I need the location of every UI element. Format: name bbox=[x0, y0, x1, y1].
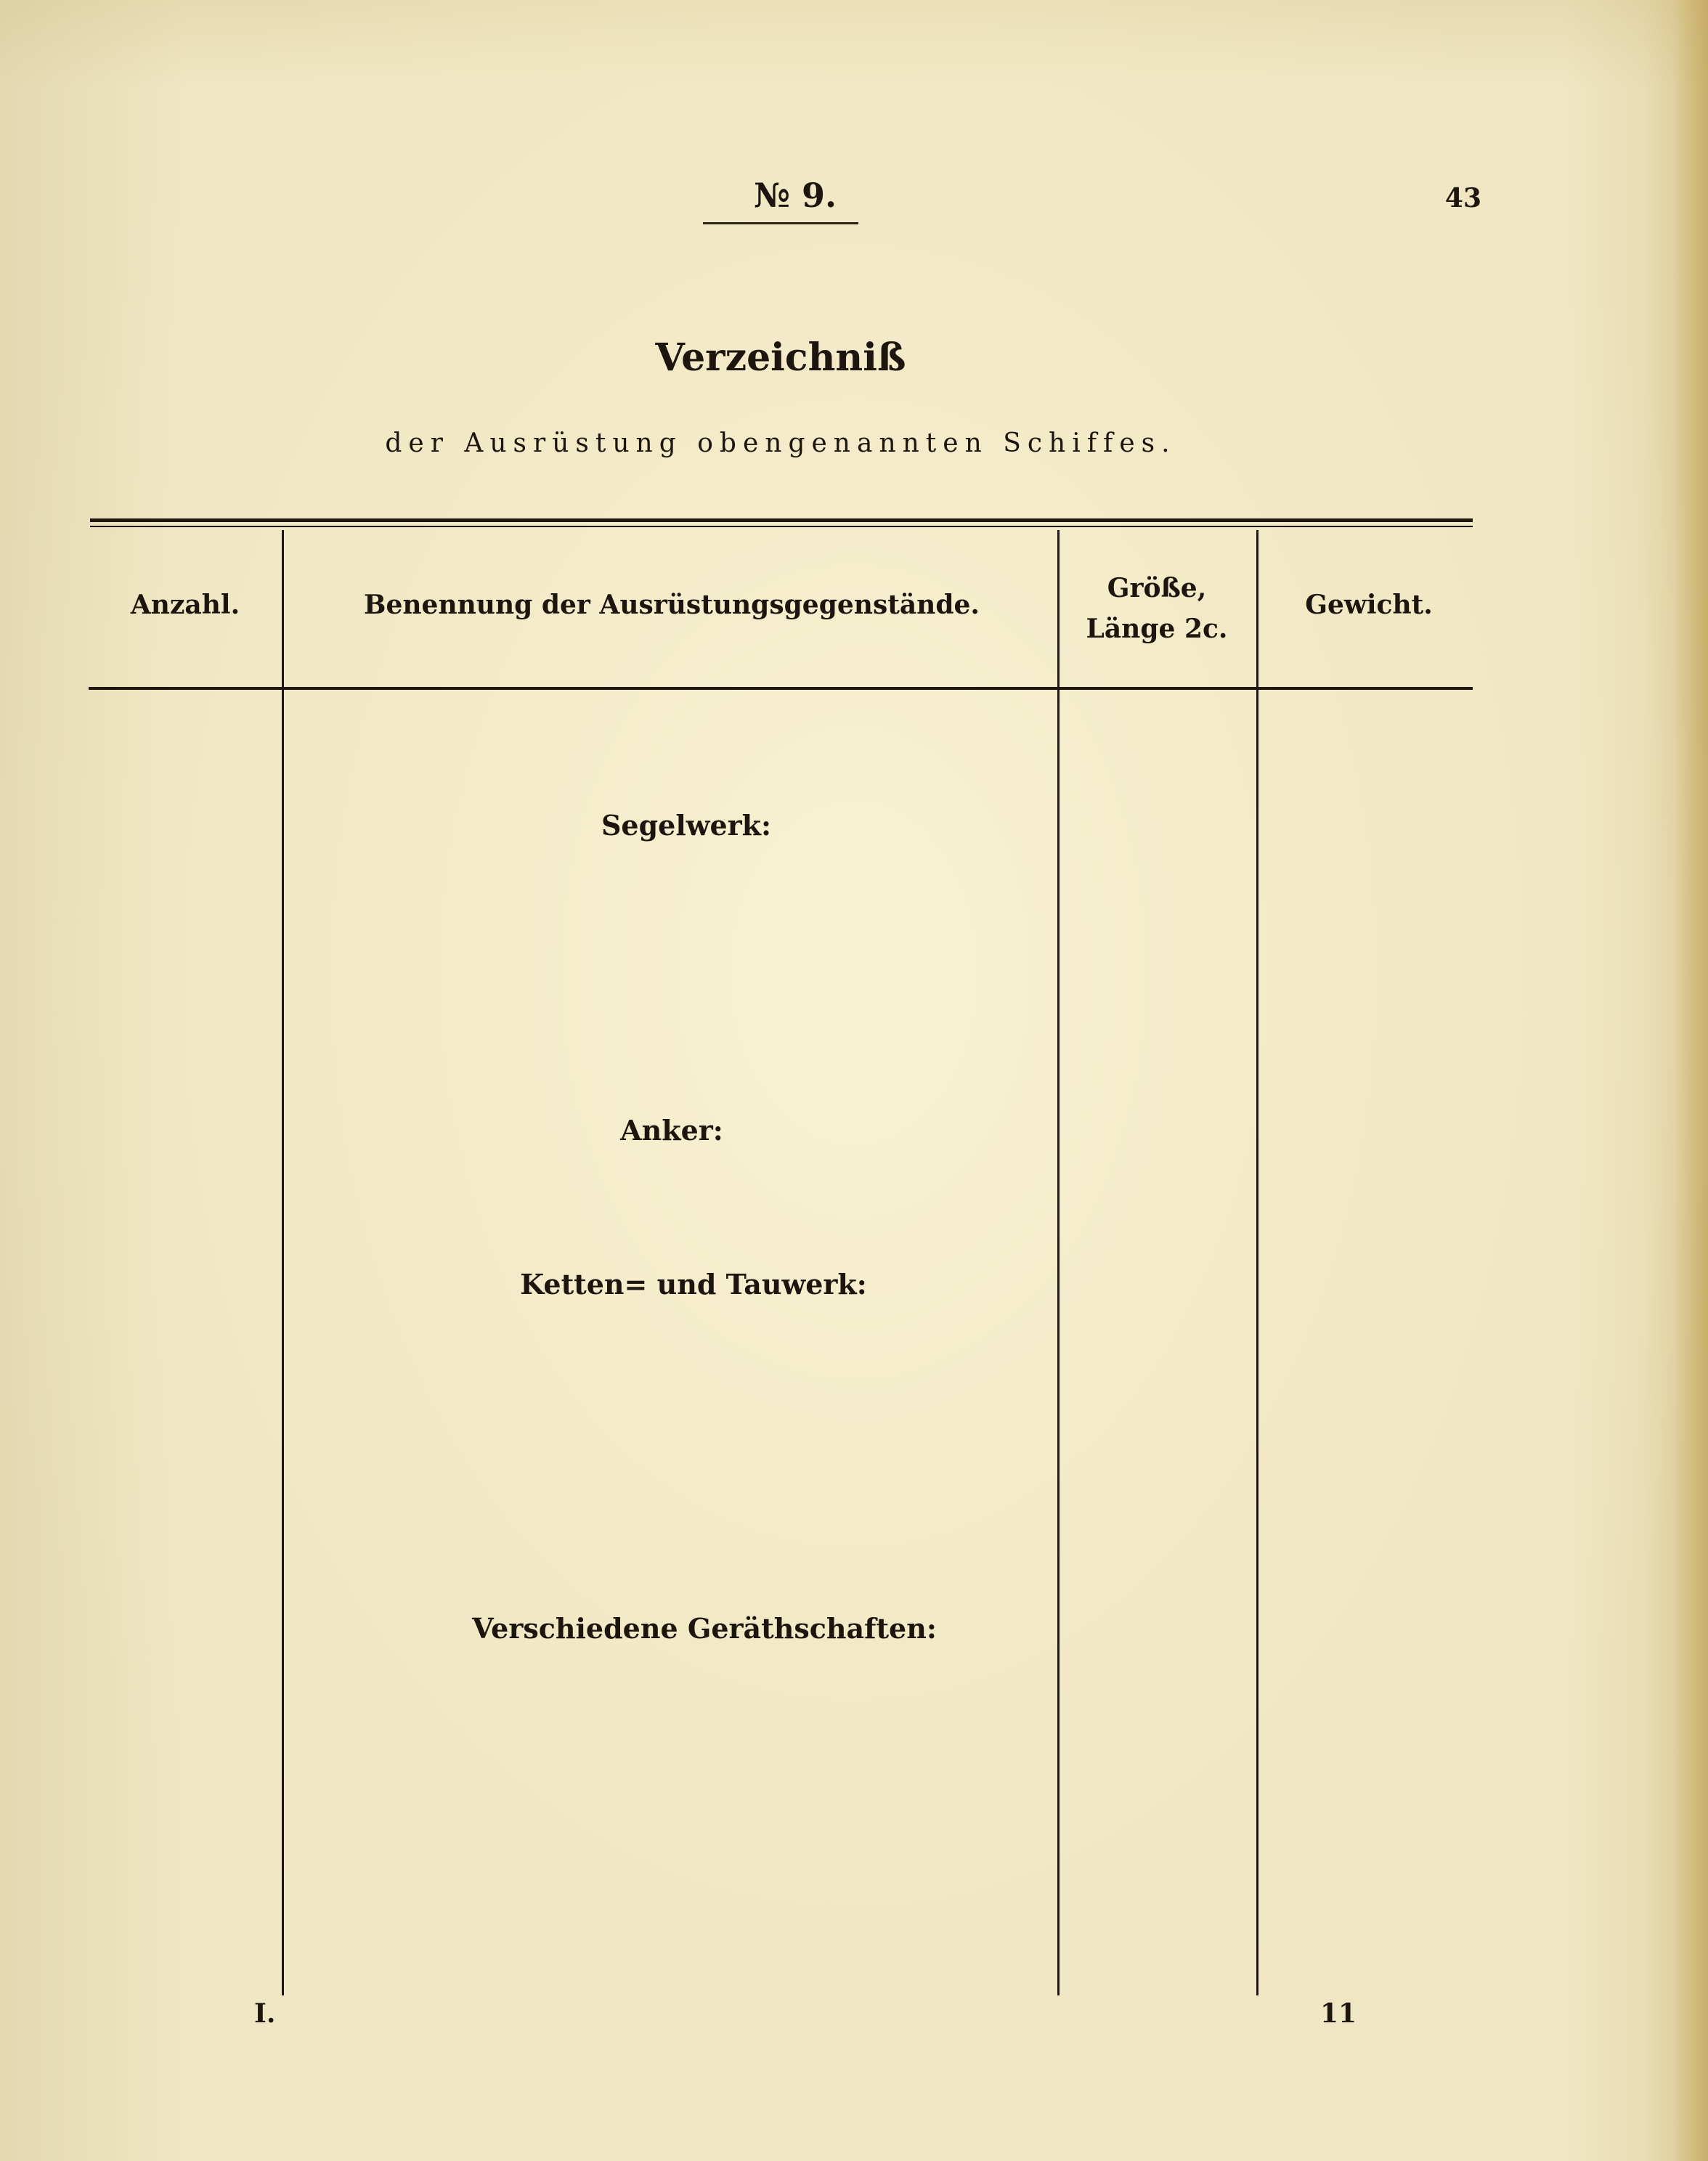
section-heading-anker: Anker: bbox=[620, 1114, 723, 1147]
column-header-anzahl: Anzahl. bbox=[130, 590, 240, 620]
column-header-groesse-line-1: Größe, bbox=[1107, 573, 1207, 603]
table-top-rule-thick bbox=[90, 518, 1473, 522]
column-divider-3 bbox=[1256, 530, 1258, 1995]
column-header-gewicht: Gewicht. bbox=[1305, 590, 1433, 620]
column-header-groesse-line-2: Länge 2c. bbox=[1086, 614, 1228, 644]
footer-right-mark: 11 bbox=[1320, 1998, 1357, 2029]
column-divider-1 bbox=[282, 530, 284, 1995]
page-title: Verzeichniß bbox=[655, 335, 906, 380]
section-heading-ketten-und-tauwerk: Ketten= und Tauwerk: bbox=[520, 1268, 867, 1301]
page-subtitle: der Ausrüstung obengenannten Schiffes. bbox=[385, 428, 1176, 458]
table-top-rule-thin bbox=[90, 526, 1473, 527]
column-header-benennung: Benennung der Ausrüstungsgegenstände. bbox=[364, 590, 980, 620]
document-number: № 9. bbox=[753, 176, 837, 215]
column-header-groesse bbox=[1062, 568, 1252, 649]
paper-edge-shadow bbox=[1673, 0, 1708, 2161]
section-heading-verschiedene-geraethschaften: Verschiedene Geräthschaften: bbox=[472, 1612, 937, 1645]
column-divider-2 bbox=[1057, 530, 1060, 1995]
table-header-bottom-rule bbox=[89, 687, 1473, 690]
section-heading-segelwerk: Segelwerk: bbox=[601, 809, 772, 842]
page-number: 43 bbox=[1444, 183, 1481, 213]
footer-left-mark: I. bbox=[254, 1998, 276, 2029]
document-number-underline bbox=[703, 222, 858, 224]
